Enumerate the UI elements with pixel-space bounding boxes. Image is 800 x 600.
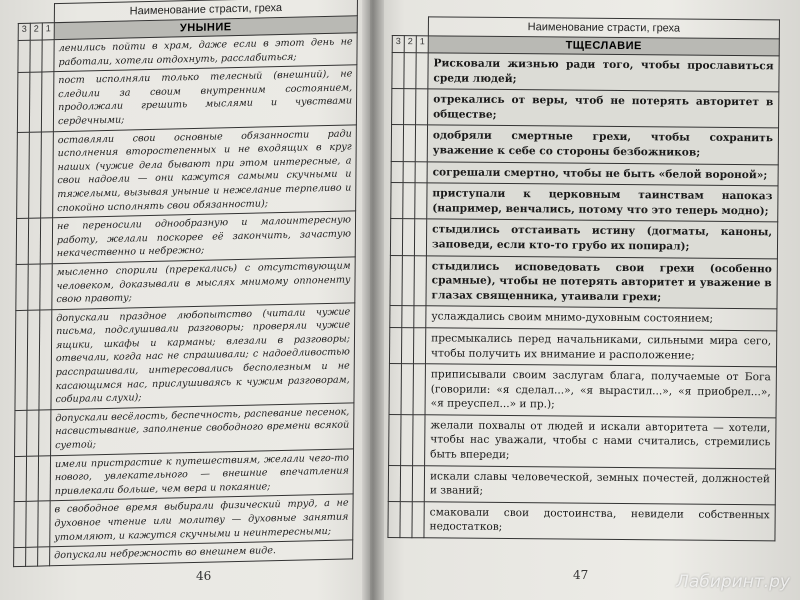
right-table-row <box>390 219 777 259</box>
right-checkbox-col-3 <box>388 501 400 537</box>
right-checkbox-col-1 <box>415 183 427 219</box>
left-table-row <box>14 449 353 502</box>
watermark-logo: Лабиринт.ру <box>676 572 790 592</box>
left-checkbox-col-1 <box>39 410 51 456</box>
right-checkbox-col-2 <box>401 328 413 364</box>
right-col-2-header: 2 <box>404 36 416 53</box>
right-checkbox-col-1 <box>412 502 424 538</box>
left-checkbox-col-3 <box>15 410 27 456</box>
left-table-row <box>16 211 355 264</box>
right-checkbox-col-3 <box>391 161 403 183</box>
right-sin-text: смаковали свои достоинства, невидели собственных недостатков; <box>424 502 775 541</box>
right-sin-text: пресмыкались перед начальниками, сильными мира сего, чтобы получить их внимание и расположение; <box>425 328 776 367</box>
left-checkbox-col-2 <box>29 132 42 219</box>
left-checkbox-col-3 <box>16 218 28 264</box>
right-checkbox-col-1 <box>413 415 425 466</box>
left-col-3-header: 3 <box>18 23 30 40</box>
right-sin-text: услаждались своим мнимо-духовным состоянием; <box>426 306 777 331</box>
right-sin-text: согрешали смертно, чтобы не быть «белой вороной»; <box>427 161 778 186</box>
right-sin-text: искали славы человеческой, земных почестей, должностей и званий; <box>424 465 775 504</box>
left-category-heading: УНЫНИЕ <box>54 16 357 40</box>
left-sin-table <box>13 0 358 567</box>
right-checkbox-col-1 <box>416 53 428 89</box>
left-sin-text: ленились пойти в храм, даже если в этот день не работали, хотели отдохнуть, расслабиться; <box>54 33 357 72</box>
left-checkbox-col-2 <box>29 72 42 132</box>
right-table-row <box>390 255 777 309</box>
right-table-row <box>392 53 779 93</box>
left-sin-text: пост исполняли только телесный (внешний), не следили за своим внутренним состоянием, продолжали грешить мыслями и чувствами сердечными; <box>53 65 357 131</box>
left-page <box>0 0 396 600</box>
left-checkbox-col-3 <box>17 72 30 132</box>
right-checkbox-col-2 <box>402 255 414 306</box>
left-checkbox-col-1 <box>41 72 54 132</box>
right-sin-text: приписывали своим заслугам блага, получаемые от Бога (говорили: «я сделал...», «я вырастил...», «я приобрел...», «я преуспел...» и пр.); <box>425 364 776 418</box>
right-sin-text: одобряли смертные грехи, чтобы сохранить уважение к себе со стороны безбожников; <box>427 125 778 164</box>
left-table-row <box>17 124 357 218</box>
right-table-row <box>389 327 776 367</box>
right-checkbox-col-3 <box>389 414 401 465</box>
left-checkbox-col-2 <box>28 218 40 264</box>
left-checkbox-col-2 <box>26 547 38 566</box>
left-table-row <box>14 494 353 547</box>
right-checkbox-col-3 <box>389 327 401 363</box>
right-sin-text: стыдились отстаивать истину (догматы, каноны, заповеди, если кто-то грубо их попирал); <box>426 219 777 258</box>
left-table-header: Наименование страсти, греха <box>54 0 357 23</box>
left-checkbox-col-3 <box>15 310 28 410</box>
right-table-row <box>389 364 776 418</box>
right-col-1-header: 1 <box>416 36 428 53</box>
left-table-row <box>15 303 355 411</box>
right-checkbox-col-2 <box>401 414 413 465</box>
right-checkbox-col-1 <box>416 89 428 125</box>
right-checkbox-col-1 <box>414 306 426 328</box>
left-checkbox-col-3 <box>14 548 26 567</box>
right-checkbox-col-3 <box>391 125 403 161</box>
right-checkbox-col-1 <box>412 465 424 501</box>
left-table-row <box>17 65 357 132</box>
left-checkbox-col-1 <box>38 501 50 547</box>
right-sin-text: Рисковали жизнью ради того, чтобы прославиться среди людей; <box>428 53 779 92</box>
left-checkbox-col-3 <box>18 40 30 72</box>
right-checkbox-col-3 <box>392 89 404 125</box>
left-sin-text: допускали праздное любопытство (читали чужие письма, подслушивали разговоры; проверяли чужие ящики, шкафы и карманы; влезали в разговоры; отвечали, когда нас не спрашивали; с надоедливостью расспрашивали, интересовались бесполезным и не касающимся нас, прислушиваясь к чужим разговорам, собирали слухи); <box>51 303 355 410</box>
right-checkbox-col-2 <box>402 219 414 255</box>
right-table-row <box>391 125 778 165</box>
right-sin-text: желали похвалы от людей и искали авторитета — хотели, чтобы нас уважали, чтобы с нами считались, стремились быть впереди; <box>425 415 776 469</box>
right-checkbox-col-1 <box>413 364 425 415</box>
right-checkbox-col-3 <box>391 183 403 219</box>
right-sin-text: приступали к церковным таинствам напоказ (например, венчались, потому что это теперь модно); <box>427 183 778 222</box>
left-col-1-header: 1 <box>42 23 54 40</box>
left-table-row <box>15 403 354 456</box>
right-checkbox-col-2 <box>403 125 415 161</box>
right-checkbox-col-2 <box>403 183 415 219</box>
left-sin-text: в свободное время выбирали физический труд, а не духовное чтение или молитву — духовные занятия утомляют, и кажутся скучными и неинтересными; <box>50 494 353 547</box>
left-checkbox-col-2 <box>26 456 38 502</box>
right-checkbox-col-3 <box>390 255 402 306</box>
right-category-heading: ТЩЕСЛАВИЕ <box>428 36 779 56</box>
left-checkbox-col-1 <box>38 547 50 566</box>
left-checkbox-col-2 <box>28 264 40 310</box>
left-sin-text: допускали весёлость, беспечность, распевание песенок, насвистывание, заполнение свободного времени всякой суетой; <box>51 403 354 456</box>
left-checkbox-col-1 <box>41 131 54 218</box>
left-checkbox-col-1 <box>38 455 50 501</box>
right-col-3-header: 3 <box>392 36 404 53</box>
right-table-row <box>389 414 776 468</box>
right-checkbox-col-1 <box>414 219 426 255</box>
left-checkbox-col-1 <box>40 218 52 264</box>
right-checkbox-col-1 <box>414 255 426 306</box>
left-checkbox-col-2 <box>30 40 42 72</box>
left-checkbox-col-3 <box>14 502 26 548</box>
left-page-number: 46 <box>196 569 212 583</box>
left-checkbox-col-3 <box>17 132 30 219</box>
left-checkbox-col-2 <box>26 501 38 547</box>
book-gutter <box>362 0 384 600</box>
right-table-row <box>388 501 775 541</box>
right-checkbox-col-1 <box>415 125 427 161</box>
right-table-row <box>391 183 778 223</box>
right-page <box>370 0 800 600</box>
left-sin-text: имели пристрастие к путешествиям, желали чего-то нового, увлекательного — внешние впечатления привлекали больше, чем вера и покаяние; <box>50 449 353 502</box>
left-checkbox-col-1 <box>42 40 54 72</box>
right-checkbox-col-2 <box>401 364 413 415</box>
left-checkbox-col-1 <box>40 264 52 310</box>
left-checkbox-col-1 <box>39 309 52 409</box>
left-sin-text: оставляли свои основные обязанности ради исполнения второстепенных и не входящих в круг наших (чужие дела бывают при этом интересные, а свои надоели — они кажутся самыми скучными и тяжелыми, вызывая уныние и нежелание терпеливо и спокойно исполнять свои обязанности); <box>53 124 357 217</box>
right-checkbox-col-2 <box>400 501 412 537</box>
left-sin-text: не переносили однообразную и малоинтересную работу, желали поскорее её закончить, зачастую некачественно и небрежно; <box>52 211 355 264</box>
right-checkbox-col-3 <box>392 53 404 89</box>
left-checkbox-col-2 <box>27 410 39 456</box>
left-checkbox-col-3 <box>14 456 26 502</box>
right-table-row <box>388 465 775 505</box>
left-checkbox-col-2 <box>27 310 40 410</box>
right-table-header: Наименование страсти, греха <box>428 17 779 39</box>
left-checkbox-col-3 <box>16 264 28 310</box>
right-checkbox-col-3 <box>390 306 402 328</box>
right-page-number: 47 <box>573 568 589 582</box>
left-table-row <box>16 257 355 310</box>
left-col-2-header: 2 <box>30 23 42 40</box>
right-checkbox-col-3 <box>390 219 402 255</box>
right-sin-text: отрекались от веры, чтоб не потерять авторитет в обществе; <box>428 89 779 128</box>
right-checkbox-col-3 <box>389 364 401 415</box>
right-checkbox-col-2 <box>404 53 416 89</box>
right-sin-table <box>387 16 780 541</box>
right-sin-text: стыдились исповедовать свои грехи (особенно срамные), чтобы не потерять авторитет и уважение в глазах священника, утаивали грехи; <box>426 255 777 309</box>
right-checkbox-col-3 <box>388 465 400 501</box>
right-checkbox-col-1 <box>413 328 425 364</box>
right-checkbox-col-2 <box>402 306 414 328</box>
right-checkbox-col-2 <box>400 465 412 501</box>
right-checkbox-col-2 <box>404 89 416 125</box>
right-checkbox-col-1 <box>415 161 427 183</box>
right-checkbox-col-2 <box>403 161 415 183</box>
left-sin-text: допускали небрежность во внешнем виде. <box>50 540 353 565</box>
left-sin-text: мысленно спорили (пререкались) с отсутствующим человеком, доказывали в мыслях мнимому оппоненту свою правоту; <box>52 257 355 310</box>
right-table-row <box>392 89 779 129</box>
